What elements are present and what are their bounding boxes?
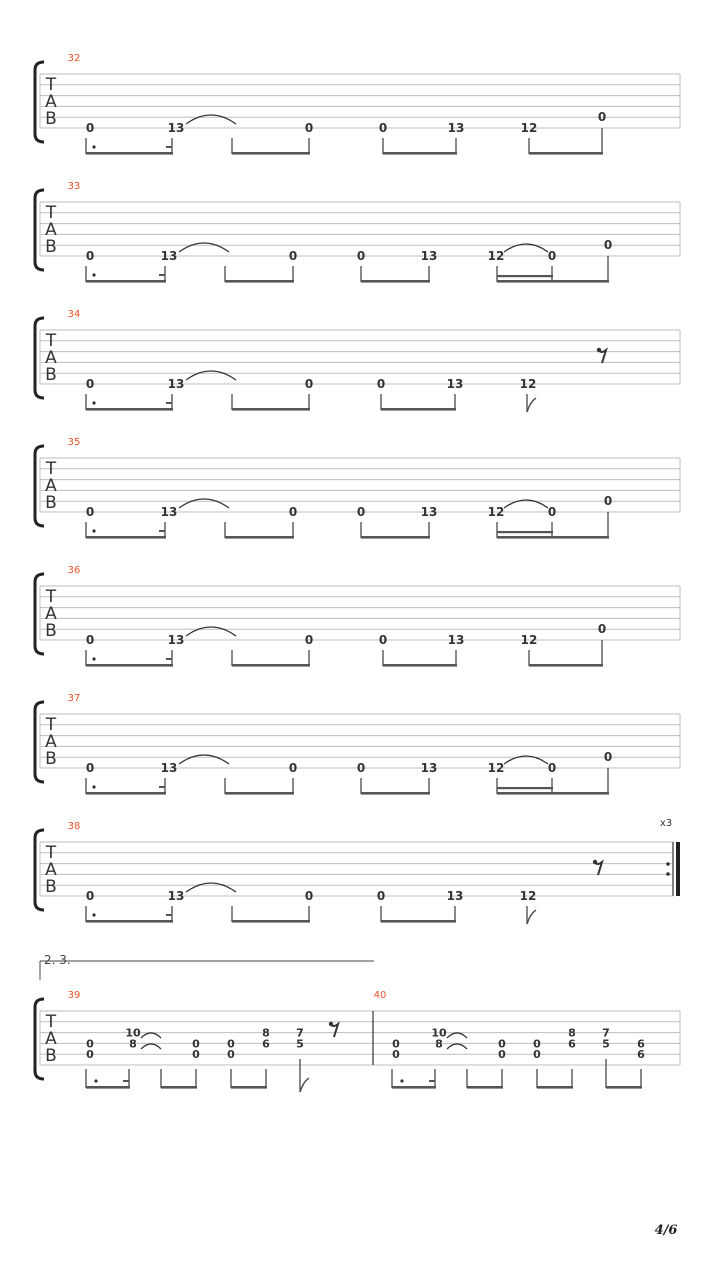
beam	[497, 536, 609, 539]
measure-number: 39	[67, 990, 81, 1001]
fret-number: 0	[304, 633, 314, 647]
tab-clef-b: B	[45, 365, 57, 385]
beam	[161, 1086, 197, 1089]
tab-system-32	[35, 53, 680, 155]
beam	[361, 792, 430, 795]
partial-beam	[166, 658, 172, 660]
tab-system-33	[35, 181, 680, 283]
fret-number: 0	[227, 1048, 235, 1062]
fret-number: 0	[547, 249, 557, 263]
fret-number: 10	[125, 1026, 141, 1040]
fret-number: 0	[547, 505, 557, 519]
beam	[361, 536, 430, 539]
beam	[86, 280, 166, 283]
measure-number: 32	[67, 53, 81, 64]
partial-beam	[159, 530, 165, 532]
partial-beam	[159, 786, 165, 788]
fret-number: 0	[288, 761, 298, 775]
fret-number: 0	[85, 889, 95, 903]
augmentation-dot	[92, 913, 95, 916]
tab-system-35	[35, 437, 680, 539]
beam	[225, 536, 294, 539]
tie-arc	[186, 883, 236, 892]
beam	[497, 531, 553, 533]
augmentation-dot	[92, 273, 95, 276]
fret-number: 8	[568, 1026, 576, 1040]
fret-number: 13	[446, 889, 464, 903]
fret-number: 13	[446, 377, 464, 391]
fret-number: 0	[85, 121, 95, 135]
fret-number: 13	[447, 121, 465, 135]
beam	[383, 664, 457, 667]
partial-beam	[166, 914, 172, 916]
tab-clef-a: A	[45, 860, 57, 880]
fret-number: 13	[167, 377, 185, 391]
eighth-rest	[599, 350, 606, 363]
fret-number: 0	[227, 1037, 235, 1051]
tie-arc	[179, 243, 229, 252]
beam	[392, 1086, 436, 1089]
fret-number: 0	[597, 110, 607, 124]
tab-clef-a: A	[45, 732, 57, 752]
measure-number: 37	[67, 693, 81, 704]
measure-number: 35	[67, 437, 81, 448]
tie-arc	[141, 1044, 161, 1049]
tab-clef-t: T	[45, 203, 57, 223]
tie-arc	[186, 627, 236, 636]
fret-number: 0	[376, 889, 386, 903]
fret-number: 13	[447, 633, 465, 647]
tie-arc	[186, 115, 236, 124]
fret-number: 8	[129, 1037, 137, 1051]
fret-number: 7	[296, 1026, 304, 1040]
repeat-thick-barline	[676, 842, 680, 896]
beam	[361, 280, 430, 283]
tab-system-37	[35, 693, 680, 795]
fret-number: 5	[296, 1037, 304, 1051]
page-number: 4/6	[654, 1223, 678, 1238]
fret-number: 0	[86, 1048, 94, 1062]
fret-number: 0	[498, 1037, 506, 1051]
tab-clef-a: A	[45, 220, 57, 240]
fret-number: 0	[603, 494, 613, 508]
measure-number: 34	[67, 309, 81, 320]
tab-clef-b: B	[45, 749, 57, 769]
tab-clef-t: T	[45, 843, 57, 863]
fret-number: 12	[487, 505, 505, 519]
fret-number: 13	[160, 761, 178, 775]
fret-number: 0	[85, 633, 95, 647]
eighth-rest	[595, 862, 602, 875]
tab-clef-t: T	[45, 587, 57, 607]
tab-clef-b: B	[45, 493, 57, 513]
tab-clef-a: A	[45, 1029, 57, 1049]
measure-number: 36	[67, 565, 81, 576]
eighth-flag	[527, 910, 536, 924]
tie-arc	[447, 1044, 467, 1049]
fret-number: 0	[85, 377, 95, 391]
beam	[232, 408, 310, 411]
fret-number: 12	[520, 121, 538, 135]
fret-number: 0	[597, 622, 607, 636]
volta-bracket	[40, 953, 374, 980]
fret-number: 13	[167, 889, 185, 903]
augmentation-dot	[92, 657, 95, 660]
fret-number: 0	[356, 761, 366, 775]
tab-clef-b: B	[45, 877, 57, 897]
fret-number: 6	[637, 1037, 645, 1051]
beam	[497, 787, 553, 789]
beam	[606, 1086, 642, 1089]
tab-clef-b: B	[45, 1046, 57, 1066]
fret-number: 10	[431, 1026, 447, 1040]
beam	[467, 1086, 503, 1089]
beam	[529, 152, 603, 155]
volta-label: 2. 3.	[44, 953, 71, 967]
fret-number: 0	[85, 249, 95, 263]
fret-number: 5	[602, 1037, 610, 1051]
fret-number: 0	[288, 505, 298, 519]
tie-arc	[179, 499, 229, 508]
fret-number: 6	[262, 1037, 270, 1051]
tab-clef-t: T	[45, 75, 57, 95]
fret-number: 12	[519, 889, 537, 903]
eighth-rest-head	[593, 860, 597, 864]
fret-number: 13	[167, 633, 185, 647]
fret-number: 12	[520, 633, 538, 647]
beam	[86, 1086, 130, 1089]
fret-number: 0	[85, 505, 95, 519]
fret-number: 12	[487, 761, 505, 775]
fret-number: 0	[356, 249, 366, 263]
tie-arc	[179, 755, 229, 764]
fret-number: 0	[603, 750, 613, 764]
beam	[497, 792, 609, 795]
augmentation-dot	[400, 1079, 403, 1082]
fret-number: 0	[304, 121, 314, 135]
beam	[232, 152, 310, 155]
beam	[225, 792, 294, 795]
fret-number: 13	[160, 505, 178, 519]
measure-number: 38	[67, 821, 81, 832]
fret-number: 0	[498, 1048, 506, 1062]
tab-clef-t: T	[45, 715, 57, 735]
fret-number: 0	[376, 377, 386, 391]
beam	[383, 152, 457, 155]
fret-number: 6	[637, 1048, 645, 1062]
fret-number: 13	[420, 761, 438, 775]
fret-number: 0	[304, 377, 314, 391]
partial-beam	[429, 1080, 435, 1082]
fret-number: 0	[85, 761, 95, 775]
measure-number: 40	[373, 990, 387, 1001]
repeat-dot	[666, 872, 670, 876]
beam	[86, 408, 173, 411]
tab-clef-a: A	[45, 348, 57, 368]
eighth-flag	[300, 1078, 309, 1092]
fret-number: 6	[568, 1037, 576, 1051]
eighth-flag	[527, 398, 536, 412]
fret-number: 0	[533, 1048, 541, 1062]
tab-clef-t: T	[45, 459, 57, 479]
repeat-count: x3	[659, 818, 673, 829]
fret-number: 8	[435, 1037, 443, 1051]
beam	[86, 152, 173, 155]
tab-clef-b: B	[45, 109, 57, 129]
fret-number: 0	[603, 238, 613, 252]
partial-beam	[166, 146, 172, 148]
beam	[529, 664, 603, 667]
measure-number: 33	[67, 181, 81, 192]
tie-arc	[141, 1033, 161, 1038]
eighth-rest-head	[597, 348, 601, 352]
eighth-rest-head	[329, 1022, 333, 1026]
beam	[86, 792, 166, 795]
fret-number: 7	[602, 1026, 610, 1040]
tab-clef-a: A	[45, 476, 57, 496]
tie-arc	[186, 371, 236, 380]
tab-clef-a: A	[45, 604, 57, 624]
fret-number: 0	[533, 1037, 541, 1051]
tab-system-39-40	[35, 990, 680, 1092]
fret-number: 13	[420, 249, 438, 263]
tab-system-36	[35, 565, 680, 667]
beam	[86, 920, 173, 923]
partial-beam	[166, 402, 172, 404]
partial-beam	[159, 274, 165, 276]
fret-number: 0	[392, 1037, 400, 1051]
beam	[381, 920, 456, 923]
fret-number: 13	[167, 121, 185, 135]
tab-system-34	[35, 309, 680, 412]
beam	[497, 280, 609, 283]
tab-clef-a: A	[45, 92, 57, 112]
beam	[86, 536, 166, 539]
fret-number: 0	[392, 1048, 400, 1062]
tab-clef-t: T	[45, 1012, 57, 1032]
augmentation-dot	[92, 785, 95, 788]
fret-number: 0	[378, 633, 388, 647]
beam	[231, 1086, 267, 1089]
beam	[497, 275, 553, 277]
repeat-dot	[666, 862, 670, 866]
augmentation-dot	[94, 1079, 97, 1082]
fret-number: 0	[192, 1037, 200, 1051]
beam	[537, 1086, 573, 1089]
beam	[381, 408, 456, 411]
beam	[232, 664, 310, 667]
fret-number: 8	[262, 1026, 270, 1040]
fret-number: 0	[288, 249, 298, 263]
partial-beam	[123, 1080, 129, 1082]
tab-clef-t: T	[45, 331, 57, 351]
tab-clef-b: B	[45, 237, 57, 257]
fret-number: 0	[547, 761, 557, 775]
beam	[232, 920, 310, 923]
augmentation-dot	[92, 401, 95, 404]
fret-number: 0	[378, 121, 388, 135]
fret-number: 12	[519, 377, 537, 391]
fret-number: 0	[192, 1048, 200, 1062]
fret-number: 13	[160, 249, 178, 263]
augmentation-dot	[92, 529, 95, 532]
beam	[225, 280, 294, 283]
tie-arc	[447, 1033, 467, 1038]
tab-system-38	[35, 818, 680, 924]
eighth-rest	[331, 1024, 338, 1037]
tab-clef-b: B	[45, 621, 57, 641]
beam	[86, 664, 173, 667]
augmentation-dot	[92, 145, 95, 148]
fret-number: 0	[356, 505, 366, 519]
fret-number: 0	[86, 1037, 94, 1051]
fret-number: 12	[487, 249, 505, 263]
fret-number: 13	[420, 505, 438, 519]
fret-number: 0	[304, 889, 314, 903]
